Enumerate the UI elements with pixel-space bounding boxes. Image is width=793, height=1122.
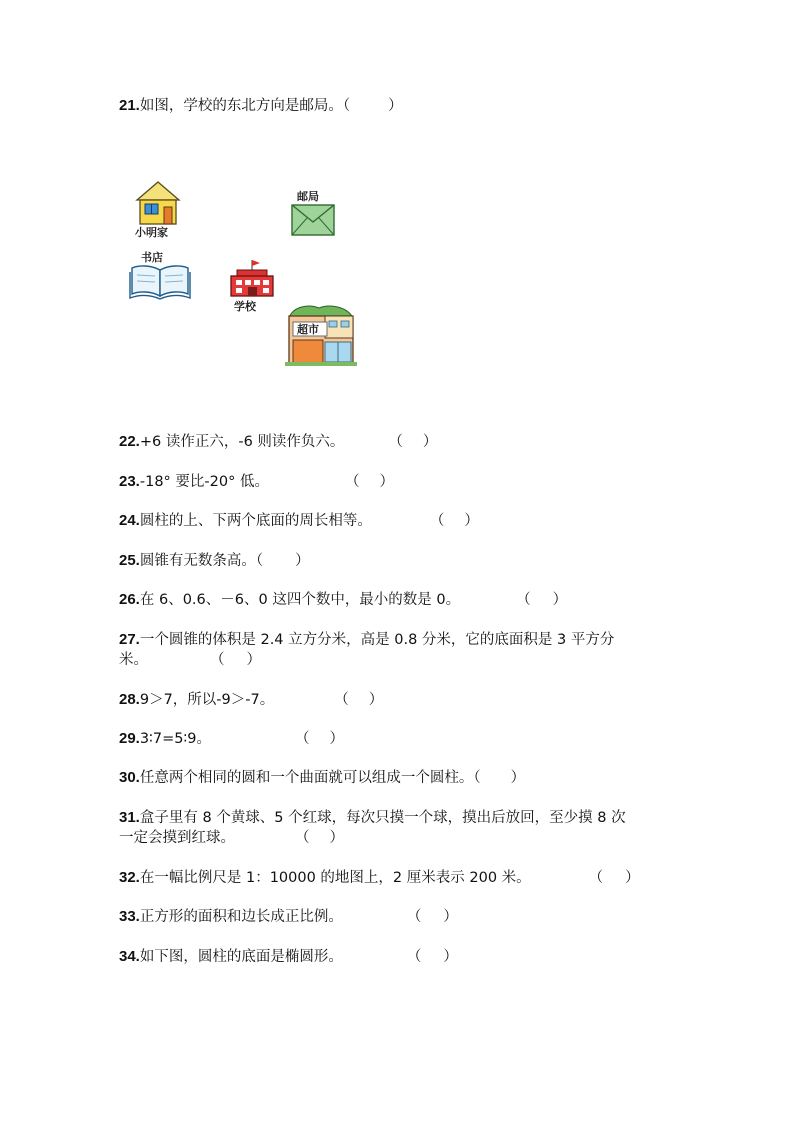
supermarket-icon xyxy=(285,304,357,366)
question-31: 31.盒子里有 8 个黄球、5 个红球，每次只摸一个球，摸出后放回，至少摸 8 次 一定会摸到红球。 （ ） xyxy=(119,809,626,846)
map-figure xyxy=(125,176,370,376)
label-home: 小明家 xyxy=(135,226,168,239)
label-book: 书店 xyxy=(141,251,163,264)
question-27: 27.一个圆锥的体积是 2.4 立方分米，高是 0.8 分米，它的底面积是 3 平方分 米。 （ ） xyxy=(119,631,615,668)
question-23: 23.-18° 要比-20° 低。 （ ） xyxy=(119,473,394,490)
question-21: 21.如图，学校的东北方向是邮局。（ ） xyxy=(119,97,403,114)
question-32: 32.在一幅比例尺是 1：10000 的地图上，2 厘米表示 200 米。 （ ） xyxy=(119,869,640,886)
label-market: 超市 xyxy=(297,323,319,336)
label-post: 邮局 xyxy=(297,190,319,203)
question-34: 34.如下图，圆柱的底面是椭圆形。 （ ） xyxy=(119,948,458,965)
question-28: 28.9＞7，所以-9＞-7。 （ ） xyxy=(119,691,384,708)
question-30: 30.任意两个相同的圆和一个曲面就可以组成一个圆柱。（ ） xyxy=(119,769,526,786)
question-22: 22.+6 读作正六，-6 则读作负六。 （ ） xyxy=(119,433,438,450)
question-24: 24.圆柱的上、下两个底面的周长相等。 （ ） xyxy=(119,512,479,529)
book-icon xyxy=(129,264,191,300)
school-icon xyxy=(229,258,275,298)
envelope-icon xyxy=(291,204,335,236)
label-school: 学校 xyxy=(234,300,256,313)
question-33: 33.正方形的面积和边长成正比例。 （ ） xyxy=(119,908,458,925)
question-29: 29.3∶7=5∶9。 （ ） xyxy=(119,730,344,747)
house-icon xyxy=(135,180,181,226)
question-26: 26.在 6、0.6、－6、0 这四个数中，最小的数是 0。 （ ） xyxy=(119,591,568,608)
question-25: 25.圆锥有无数条高。（ ） xyxy=(119,552,310,569)
